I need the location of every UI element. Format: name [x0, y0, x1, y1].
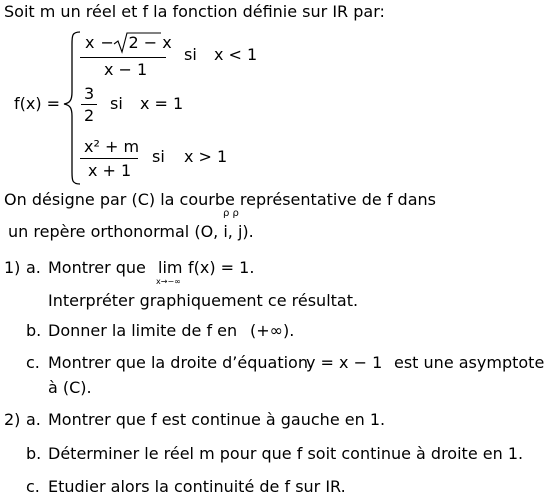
case1-numerator: x − 2 − x: [85, 33, 172, 52]
vector-marks: ρ ρ: [223, 208, 239, 219]
q1c-line2: à (C).: [48, 378, 92, 397]
case2-si: si: [110, 94, 123, 113]
curve-line-2: [8, 222, 254, 242]
curve-line-1: On désigne par (C) la courbe représentative de f dans: [4, 190, 436, 209]
q1c-text: Montrer que la droite d’équation: [48, 353, 308, 372]
q1c-label: c.: [26, 353, 40, 372]
case3-si: si: [152, 147, 165, 166]
q1a-math: f(x) = 1.: [188, 258, 255, 277]
case1-si: si: [184, 45, 197, 64]
case1-fraction-bar: [80, 57, 166, 58]
case1-denominator: x − 1: [104, 60, 148, 79]
q2b-text: Déterminer le réel m pour que f soit continue à droite en 1.: [48, 444, 524, 463]
q1b-label: b.: [26, 321, 42, 340]
q1a-text: Montrer que: [48, 258, 146, 277]
q2c-text: Etudier alors la continuité de f sur IR.: [48, 477, 346, 496]
q1b-math: (+∞).: [250, 321, 295, 340]
case1-condition: x < 1: [214, 45, 258, 64]
case2-denominator: 2: [84, 106, 95, 125]
q2a-text: Montrer que f est continue à gauche en 1.: [48, 410, 386, 429]
q1a-line2: Interpréter graphiquement ce résultat.: [48, 291, 359, 310]
q1a-lim: lim: [158, 258, 183, 277]
case2-fraction-bar: [81, 104, 97, 105]
q2-number: 2): [4, 410, 21, 429]
q1c-math: y = x − 1: [306, 353, 383, 372]
case2-condition: x = 1: [140, 94, 184, 113]
q1a-lim-sub: x→−∞: [156, 277, 181, 286]
case3-denominator: x + 1: [88, 161, 132, 180]
intro-text: Soit m un réel et f la fonction définie sur IR par:: [4, 2, 385, 21]
q1a-label: a.: [26, 258, 41, 277]
q2b-label: b.: [26, 444, 42, 463]
case3-fraction-bar: [80, 158, 138, 159]
curve-line-2-text: un repère orthonormal: [8, 222, 190, 241]
case3-numerator: x² + m: [84, 137, 140, 156]
q1-number: 1): [4, 258, 21, 277]
case2-numerator: 3: [84, 84, 95, 103]
q1c-tail: est une asymptote: [394, 353, 545, 372]
function-lhs: f(x) =: [14, 94, 61, 113]
q1b-text: Donner la limite de f en: [48, 321, 238, 340]
curve-line-2-math: (O, i, j).: [194, 222, 254, 241]
q2c-label: c.: [26, 477, 40, 496]
q2a-label: a.: [26, 410, 41, 429]
case3-condition: x > 1: [184, 147, 228, 166]
